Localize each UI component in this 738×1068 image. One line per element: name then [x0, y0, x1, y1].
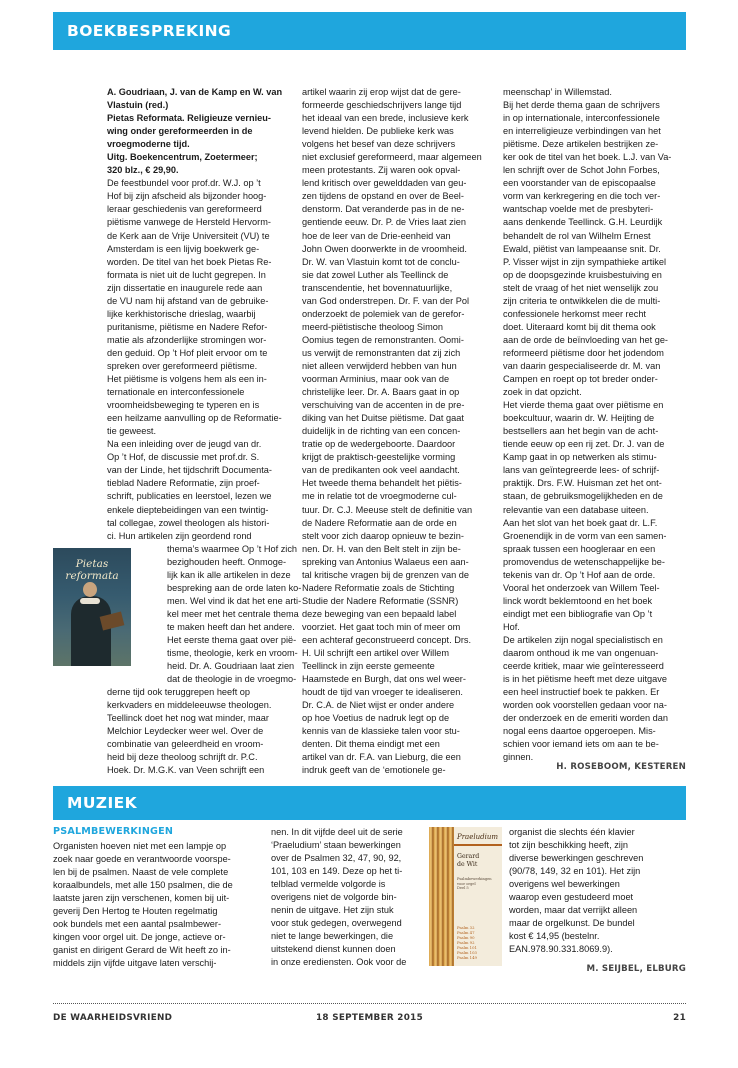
cover-author [457, 853, 479, 868]
text-line: te maken heeft dan het andere. [167, 621, 295, 632]
banner-title: BOEKBESPREKING [67, 22, 232, 40]
review2-column-1 [53, 840, 261, 970]
review2-column-3 [509, 826, 687, 956]
text-line: uitstekend dienst kunnen doen [271, 944, 396, 955]
book-cover-pietas-reformata [53, 548, 131, 666]
text-line: worden ook voorstellen gedaan voor na- [503, 700, 667, 711]
cover-subtitle-line: Deel 5 [457, 886, 469, 891]
text-line: volgens het besef van deze schrijvers [302, 139, 456, 150]
text-line: een voorstander van de episcopaalse [503, 178, 656, 189]
text-line: transcendentie, het bovennatuurlijke, [302, 282, 453, 293]
text-line: over de Psalmen 32, 47, 90, 92, [271, 853, 402, 864]
text-line: artikel van dr. F.A. van Lieburg, die een [302, 752, 461, 763]
text-line: middels zijn vijfde uitgave laten verschij- [53, 958, 217, 969]
text-line: aans denkende Teellinck. G.H. Leurdijk [503, 217, 663, 228]
text-line: voorman Arminius, maar ook van de [302, 374, 450, 385]
review1-body-col1 [107, 177, 290, 542]
footer-divider [53, 1003, 686, 1004]
text-line: us verwijt de remonstranten dat zij zich [302, 347, 461, 358]
text-line: lend kritisch over gewelddaden van geu- [302, 178, 467, 189]
text-line: duidelijk in de richting van een concen- [302, 426, 461, 437]
text-line: een heel instructief boek te pakken. Er [503, 687, 660, 698]
text-line: gentiende eeuw. Dr. P. de Vries laat zien [302, 217, 466, 228]
text-line: ‘Praeludium’ staan bewerkingen [271, 840, 401, 851]
text-line: tieblad Nadere Reformatie, zijn proef- [107, 478, 260, 489]
text-line: vorm van kerkregering en die toch ver- [503, 191, 661, 202]
text-line: houdt de tijd van vroeger te idealiseren. [302, 687, 463, 698]
text-line: Teellinck in zijn eerste gemeente [302, 661, 435, 672]
text-line: diverse bewerkingen geschreven [509, 853, 644, 864]
text-line: Vooral het onderzoek van Willem Teel- [503, 582, 660, 593]
text-line: ook bundels met een aantal psalmbewer- [53, 919, 222, 930]
review1-body-col1-wrap [107, 543, 302, 687]
review1-byline: H. ROSEBOOM, KESTEREN [556, 762, 686, 772]
text-line: van God onderstrepen. Dr. F. van der Pol [302, 295, 469, 306]
text-line: Oomius tegen de remonstranten. Oomi- [302, 334, 464, 345]
text-line: bespreking aan de orde laten ko- [167, 582, 302, 593]
text-line: Teellinck doet het nog wat minder, maar [107, 713, 269, 724]
text-line: H. Uil schrijft een artikel over Willem [302, 648, 450, 659]
text-line: den geduid. Op ’t Hof pleit ervoor om te [107, 347, 268, 358]
text-line: der onderzoek en de emeriti worden dan [503, 713, 668, 724]
text-line: piëtisme. Deze artikelen bestrijken ze- [503, 139, 659, 150]
text-line: deze beweging van een bepaald label [302, 608, 457, 619]
text-line: lijke kerkhistorische drieslag, waarbij [107, 308, 256, 319]
text-line: bezighouden heeft. Onmoge- [167, 556, 287, 567]
cover-subtitle-line: Psalmbewerkingen [457, 877, 492, 881]
text-line: spreking van Antonius Walaeus een aan- [302, 556, 469, 567]
text-line: enkele dieptebeidingen van een twintig- [107, 504, 269, 515]
text-line: in onze erediensten. Ook voor de [271, 957, 407, 968]
cover-psalm-list [457, 925, 477, 960]
footer-date: 18 SEPTEMBER 2015 [316, 1013, 423, 1023]
text-line: combinatie van geleerdheid en vroom- [107, 739, 264, 750]
text-line: nen. In dit vijfde deel uit de serie [271, 827, 403, 837]
text-line: voor stuk gedegen, overwegend [271, 918, 402, 929]
text-line: een heilzame aanvulling op de Reformatie- [107, 413, 282, 424]
text-line: me in relatie tot de vroegmoderne cul- [302, 491, 457, 502]
text-line: het ideaal van een brede, inclusieve kerk [302, 113, 469, 124]
text-line: tisme, theologie, kerk en vroom- [167, 648, 298, 659]
text-line: vroomheidsbeweging te typeren en is [107, 400, 260, 411]
text-line: Het eerste thema gaat over pië- [167, 634, 297, 645]
review1-body-col1-tail [107, 686, 290, 777]
text-line: boekcultuur, waarin dr. W. Heijting de [503, 413, 655, 424]
text-line: meenschap’ in Willemstad. [503, 87, 612, 97]
text-line: promovendus de wetenschappelijke be- [503, 556, 665, 567]
text-line: artikel waarin zij erop wijst dat de gere- [302, 87, 461, 97]
text-line: wantschap voelde met de presbyteri- [503, 204, 654, 215]
text-line: matie als afzonderlijke stromingen wor- [107, 334, 267, 345]
text-line: telblad vermelde volgorde is [271, 879, 386, 890]
text-line: (90/78, 149, 32 en 101). Het zijn [509, 866, 641, 877]
text-line: meerd-piëtistische theoloog Simon [302, 321, 443, 332]
text-line: zoek naar goede en verantwoorde voorspe- [53, 854, 231, 865]
text-line: praktijk. Drs. F.W. Huisman zet het ont- [503, 478, 662, 489]
text-line: De feestbundel voor prof.dr. W.J. op ’t [107, 178, 261, 189]
text-line: ginnen. [503, 752, 534, 763]
text-line: nogal eens daartoe opgeroepen. Mis- [503, 726, 656, 737]
text-line: len bij de psalmen. Naast de vele complete [53, 867, 229, 878]
header-line: vroegmoderne tijd. [107, 139, 190, 150]
text-line: Campen en roept op tot breder onder- [503, 374, 658, 385]
text-line: stelt voor zich daarop opnieuw te bezin- [302, 530, 464, 541]
banner-title: MUZIEK [67, 794, 138, 812]
text-line: tal kritische vragen bij de grenzen van de [302, 569, 470, 580]
text-line: 101, 103 en 149. Deze op het ti- [271, 866, 403, 877]
cover-figure-robe [71, 596, 111, 666]
cover-organ-pipes [429, 827, 454, 966]
text-line: zijn criteria te ontwikkelen die de multi- [503, 295, 661, 306]
text-line: piëtisme vanwege de Hersteld Hervorm- [107, 217, 271, 228]
text-line: denstorm. Dat veranderde pas in de ne- [302, 204, 465, 215]
text-line: koraalbundels, met alle 150 psalmen, die de [53, 880, 233, 891]
cover-psalm: Psalm 101 [457, 945, 477, 950]
text-line: Organisten hoeven niet met een lampje op [53, 841, 227, 851]
text-line: Na een inleiding over de jeugd van dr. [107, 439, 262, 450]
text-line: ci. Hun artikelen zijn geordend rond [107, 530, 252, 541]
review2-column-2 [271, 826, 419, 970]
footer-page-number: 21 [673, 1013, 686, 1023]
text-line: men. Wel vind ik dat het ene arti- [167, 595, 302, 606]
text-line: sie dat zowel Luther als Teellinck de [302, 269, 449, 280]
footer-publication: DE WAARHEIDSVRIEND [53, 1013, 173, 1023]
text-line: niet exclusief gereformeerd, maar algemeen [302, 152, 482, 163]
cover-author-line: de Wit [457, 860, 478, 868]
text-line: worden, maar dat verrijkt alleen [509, 905, 638, 916]
text-line: op de doopsgezinde kruisbestuiving en [503, 269, 662, 280]
header-line: Pietas Reformata. Religieuze vernieu- [107, 113, 271, 124]
text-line: een achteraf geconstrueerd concept. Drs. [302, 634, 472, 645]
cover-psalm: Psalm 90 [457, 935, 475, 940]
text-line: EAN.978.90.331.8069.9). [509, 944, 613, 955]
text-line: spraak tussen een hoogleraar en een [503, 543, 656, 554]
text-line: aan de orde de beïnvloeding van het ge- [503, 334, 668, 345]
text-line: tot zijn beschikking heeft, zijn [509, 840, 628, 851]
text-line: overigens niet de volgorde bin- [271, 892, 397, 903]
text-line: reformeerd piëtisme door het jodendom [503, 347, 664, 358]
header-line: Uitg. Boekencentrum, Zoetermeer; [107, 152, 258, 163]
text-line: christelijke leer. Dr. A. Baars gaat in op [302, 387, 460, 398]
text-line: linck wordt beklemtoond en het boek [503, 595, 653, 606]
review1-column-1 [107, 86, 302, 777]
text-line: niet alleen verwijderd hebben van hun [302, 360, 457, 371]
text-line: ternationale en interconfessionele [107, 387, 245, 398]
text-line: Dr. C.A. de Niet wijst er onder andere [302, 700, 455, 711]
text-line: van daarin gespecialiseerde dr. M. van [503, 360, 661, 371]
text-line: Studie der Nadere Reformatie (SSNR) [302, 595, 459, 606]
text-line: levend hielden. De publieke kerk was [302, 126, 454, 137]
text-line: laatste jaren zijn verschenen, komen bij uit- [53, 893, 230, 904]
cover-title: Praeludium [454, 830, 502, 844]
text-line: kennis van de klassieke talen voor stu- [302, 726, 460, 737]
text-line: lijk kan ik alle artikelen in deze [167, 569, 291, 580]
text-line: derne tijd ook teruggrepen heeft op [107, 687, 251, 698]
header-line: 320 blz., € 29,90. [107, 165, 179, 176]
text-line: is in het piëtisme heeft met deze uitgave [503, 674, 667, 685]
text-line: puritanisme, piëtisme en Nadere Refor- [107, 321, 268, 332]
text-line: Het piëtisme is volgens hem als een in- [107, 374, 267, 385]
text-line: Het vierde thema gaat over piëtisme en [503, 400, 664, 411]
text-line: relevantie van een database uiteen. [503, 504, 649, 515]
text-line: len schrijft over de Schot John Forbes, [503, 165, 660, 176]
text-line: eindigt met een bibliografie van Op ’t [503, 608, 653, 619]
text-line: ceerde kritiek, maar wie geïnteresseerd [503, 661, 664, 672]
text-line: voorziet. Het gaat toch min of meer om [302, 621, 461, 632]
text-line: kost € 14,95 (bestelnr. [509, 931, 600, 942]
text-line: geverij Den Hertog te Houten regelmatig [53, 906, 218, 917]
cover-subtitle-line: voor orgel [457, 881, 476, 886]
text-line: diking van het Duitse piëtisme. Dat gaat [302, 413, 464, 424]
text-line: zen tijdens de opstand en over de Beel- [302, 191, 464, 202]
text-line: worden. De titel van het boek Pietas Re- [107, 256, 272, 267]
text-line: tuur. Dr. C.J. Meeuse stelt de definitie van [302, 504, 473, 515]
text-line: kel meer met het centrale thema [167, 608, 299, 619]
review2-heading: PSALMBEWERKINGEN [53, 826, 174, 837]
text-line: Ewald, piëtist van lampeaanse snit. Dr. [503, 243, 661, 254]
header-line: A. Goudriaan, J. van de Kamp en W. van [107, 87, 283, 97]
text-line: Nadere Reformatie zoals de Stichting [302, 582, 455, 593]
text-line: formata is niet uit de lucht gegrepen. In [107, 269, 266, 280]
text-line: hoe de leer van de Drie-eenheid van [302, 230, 451, 241]
text-line: schrift, publicaties en leerstoel, lezen we [107, 491, 272, 502]
header-line: Vlastuin (red.) [107, 100, 169, 111]
text-line: Kamp gaat in op netwerken als stimu- [503, 452, 657, 463]
text-line: verschuiving van de accenten in de pre- [302, 400, 465, 411]
text-line: tal collegae, zowel theologen als histori- [107, 517, 270, 528]
book-cover-praeludium [429, 827, 502, 966]
text-line: meen protestants. Zij waren ook opval- [302, 165, 461, 176]
text-line: niet te lange bewerkingen, die [271, 931, 394, 942]
text-line: Op ’t Hof, de discussie met prof.dr. S. [107, 452, 260, 463]
text-line: de Nadere Reformatie aan de orde en [302, 517, 457, 528]
text-line: Amsterdam is een lijvig boekwerk ge- [107, 243, 260, 254]
review1-column-2 [302, 86, 492, 777]
text-line: heid. Dr. A. Goudriaan laat zien [167, 661, 295, 672]
text-line: De artikelen zijn nogal specialistisch en [503, 634, 663, 645]
cover-author-line: Gerard [457, 853, 480, 860]
review2-byline: M. SEIJBEL, ELBURG [586, 964, 686, 974]
text-line: zoek in dat opzicht. [503, 387, 582, 398]
cover-figure-head [83, 582, 97, 597]
text-line: tratie op de wedergeboorte. Daardoor [302, 439, 456, 450]
cover-psalm: Psalm 149 [457, 955, 477, 960]
text-line: doet. Uiteraard komt bij dit thema ook [503, 321, 656, 332]
text-line: krijgt de praktisch-geestelijke vorming [302, 452, 456, 463]
text-line: organist die slechts één klavier [509, 827, 635, 837]
text-line: Melchior Leydecker weer wel. Over de [107, 726, 264, 737]
text-line: ganist en dirigent Gerard de Wit heeft zo in- [53, 945, 231, 956]
cover-divider [454, 844, 502, 846]
cover-title: Pietas reformata [65, 558, 119, 582]
section-banner-boekbespreking [53, 12, 686, 50]
text-line: bestsellers aan het begin van de acht- [503, 426, 659, 437]
text-line: overigens wel bewerkingen [509, 879, 620, 890]
text-line: leraar geschiedenis van gereformeerd [107, 204, 262, 215]
text-line: stelt de vraag of het niet wenselijk zou [503, 282, 659, 293]
text-line: behandelt de rol van Wilhelm Ernest [503, 230, 651, 241]
text-line: kerkvaders en middeleeuwse theologen. [107, 700, 272, 711]
text-line: tiende eeuw op een rij zet. Dr. J. van de [503, 439, 665, 450]
text-line: kingen voor orgel uit. De jonge, actieve or- [53, 932, 226, 943]
text-line: onderzoekt de polemiek van de gerefor- [302, 308, 465, 319]
text-line: de Kerk aan de Vrije Universiteit (VU) te [107, 230, 270, 241]
text-line: van de predikanten ook veel aandacht. [302, 465, 460, 476]
cover-psalm: Psalm 32 [457, 925, 475, 930]
text-line: tekenis van dr. Op ’t Hof aan de orde. [503, 569, 656, 580]
text-line: nen. Dr. H. van den Belt stelt in zijn be- [302, 543, 461, 554]
text-line: indruk geeft van de ‘emotionele ge- [302, 765, 446, 776]
text-line: lans van geïntegreerde lees- of schrijf- [503, 465, 660, 476]
text-line: heid bij deze theoloog schrijft dr. P.C. [107, 752, 258, 763]
text-line: staan, de gebruiksmogelijkheden en de [503, 491, 663, 502]
text-line: Hof bij zijn afscheid als bijzonder hoog- [107, 191, 267, 202]
text-line: Het tweede thema behandelt het piëtis- [302, 478, 462, 489]
text-line: Groenendijk in de vorm van een samen- [503, 530, 667, 541]
review1-column-3 [503, 86, 687, 764]
cover-subtitle [457, 877, 492, 891]
cover-figure-collar [80, 598, 100, 604]
text-line: in op internationale, interconfessionele [503, 113, 660, 124]
text-line: P. Visser wijst in zijn sympathieke artikel [503, 256, 667, 267]
text-line: de VU nam hij afstand van de gebruike- [107, 295, 269, 306]
text-line: formeerde geschiedschrijvers lange tijd [302, 100, 462, 111]
text-line: Dr. W. van Vlastuin komt tot de conclu- [302, 256, 460, 267]
text-line: Haamstede en Burgh, dat ons wel weer- [302, 674, 466, 685]
text-line: nenin de uitgave. Het zijn stuk [271, 905, 394, 916]
text-line: schien voor iemand iets om aan te be- [503, 739, 659, 750]
text-line: waarop even gestudeerd moet [509, 892, 634, 903]
text-line: ker ook de titel van het boek. L.J. van Va- [503, 152, 672, 163]
text-line: Bij het derde thema gaan de schrijvers [503, 100, 660, 111]
text-line: van der Linde, het tijdschrift Documenta- [107, 465, 272, 476]
text-line: spreken over gereformeerd piëtisme. [107, 360, 258, 371]
text-line: zijn dissertatie en inaugurele rede aan [107, 282, 263, 293]
cover-psalm: Psalm 92 [457, 940, 475, 945]
text-line: op hoe Voetius de nadruk legt op de [302, 713, 450, 724]
text-line: thema’s waarmee Op ’t Hof zich [167, 543, 298, 554]
text-line: Hoek. Dr. M.G.K. van Veen schrijft een [107, 765, 265, 776]
review1-header [107, 86, 290, 177]
section-banner-muziek [53, 786, 686, 820]
text-line: tie geweest. [107, 426, 157, 437]
text-line: denten. Dit thema eindigt met een [302, 739, 440, 750]
text-line: en interreligieuze verbindingen van het [503, 126, 661, 137]
text-line: confessionele herkomst meer recht [503, 308, 646, 319]
header-line: wing onder gereformeerden in de [107, 126, 253, 137]
text-line: Hof. [503, 621, 520, 632]
cover-psalm: Psalm 47 [457, 930, 475, 935]
text-line: dat de theologie in de vroegmo- [167, 674, 297, 685]
text-line: daarom onthoud ik me van ongenuan- [503, 648, 659, 659]
cover-psalm: Psalm 103 [457, 950, 477, 955]
text-line: Aan het slot van het boek gaat dr. L.F. [503, 517, 658, 528]
text-line: John Owen doorwerkte in de vroomheid. [302, 243, 467, 254]
text-line: maar de orgelkunst. De bundel [509, 918, 635, 929]
